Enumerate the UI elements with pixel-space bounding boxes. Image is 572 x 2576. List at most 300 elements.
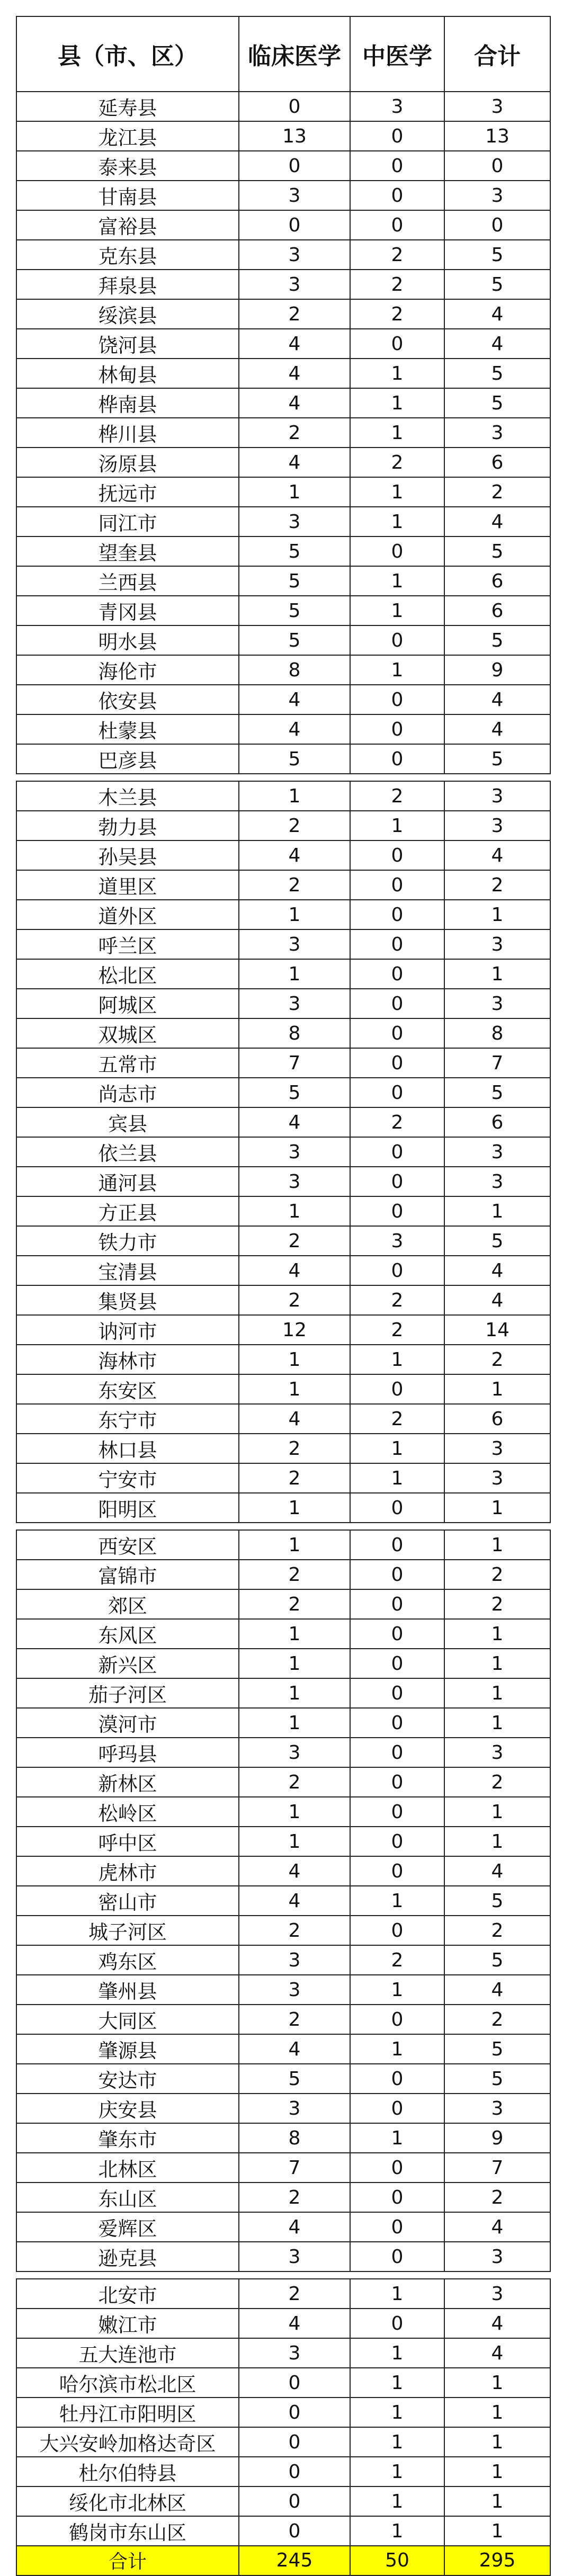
cell-chinese-medicine: 0 <box>350 1619 444 1649</box>
cell-total: 3 <box>444 418 550 448</box>
cell-chinese-medicine: 1 <box>350 2427 444 2457</box>
cell-county: 东山区 <box>16 2183 239 2212</box>
table-row <box>16 1708 550 1738</box>
cell-chinese-medicine: 0 <box>350 744 444 774</box>
cell-total: 2 <box>444 2005 550 2034</box>
cell-county: 大同区 <box>16 2005 239 2034</box>
cell-clinical-medicine: 4 <box>239 2212 350 2242</box>
cell-chinese-medicine: 1 <box>350 359 444 388</box>
cell-county: 汤原县 <box>16 448 239 477</box>
cell-clinical-medicine: 4 <box>239 2034 350 2064</box>
cell-county: 虎林市 <box>16 1856 239 1886</box>
cell-total: 4 <box>444 299 550 329</box>
table-row <box>16 655 550 685</box>
cell-total: 1 <box>444 1649 550 1678</box>
table-row <box>16 1404 550 1434</box>
cell-total: 2 <box>444 1345 550 1374</box>
cell-clinical-medicine: 2 <box>239 418 350 448</box>
table-row <box>16 1256 550 1285</box>
cell-chinese-medicine: 1 <box>350 2486 444 2516</box>
table-row <box>16 181 550 210</box>
cell-clinical-medicine: 5 <box>239 625 350 655</box>
table-row <box>16 2338 550 2368</box>
cell-total: 2 <box>444 1767 550 1797</box>
cell-clinical-medicine: 2 <box>239 1767 350 1797</box>
cell-total: 5 <box>444 1945 550 1975</box>
allocation-table <box>16 16 551 2576</box>
cell-county: 通河县 <box>16 1167 239 1196</box>
cell-clinical-medicine: 0 <box>239 2398 350 2427</box>
cell-chinese-medicine: 2 <box>350 1945 444 1975</box>
cell-total: 0 <box>444 151 550 181</box>
cell-clinical-medicine: 1 <box>239 1619 350 1649</box>
cell-county: 漠河市 <box>16 1708 239 1738</box>
cell-total: 4 <box>444 685 550 714</box>
cell-county: 龙江县 <box>16 121 239 151</box>
table-row <box>16 2486 550 2516</box>
cell-county: 勃力县 <box>16 811 239 840</box>
cell-total: 4 <box>444 2338 550 2368</box>
cell-county: 富锦市 <box>16 1560 239 1589</box>
cell-chinese-medicine: 0 <box>350 1827 444 1856</box>
cell-chinese-medicine: 0 <box>350 181 444 210</box>
cell-clinical-medicine: 4 <box>239 1256 350 1285</box>
data-table-sheet <box>16 16 550 2573</box>
cell-total: 2 <box>444 870 550 900</box>
cell-total: 1 <box>444 959 550 989</box>
cell-chinese-medicine: 0 <box>350 2242 444 2271</box>
cell-chinese-medicine: 0 <box>350 1856 444 1886</box>
cell-chinese-medicine: 0 <box>350 1767 444 1797</box>
cell-clinical-medicine: 3 <box>239 2338 350 2368</box>
table-row <box>16 2309 550 2338</box>
cell-chinese-medicine: 0 <box>350 1078 444 1107</box>
cell-clinical-medicine: 0 <box>239 2368 350 2398</box>
cell-total: 3 <box>444 1167 550 1196</box>
cell-county: 同江市 <box>16 507 239 536</box>
cell-total: 5 <box>444 2034 550 2064</box>
cell-total: 5 <box>444 1226 550 1256</box>
cell-county: 东风区 <box>16 1619 239 1649</box>
cell-clinical-medicine: 4 <box>239 840 350 870</box>
cell-county: 东安区 <box>16 1374 239 1404</box>
table-row <box>16 1560 550 1589</box>
cell-total: 3 <box>444 811 550 840</box>
cell-chinese-medicine: 2 <box>350 1315 444 1345</box>
table-row <box>16 240 550 270</box>
cell-total: 8 <box>444 1018 550 1048</box>
cell-chinese-medicine: 0 <box>350 1560 444 1589</box>
cell-total: 14 <box>444 1315 550 1345</box>
separator-cell <box>16 774 550 781</box>
cell-total: 1 <box>444 2457 550 2486</box>
table-row <box>16 929 550 959</box>
cell-county: 宾县 <box>16 1107 239 1137</box>
cell-clinical-medicine: 1 <box>239 781 350 811</box>
cell-clinical-medicine: 3 <box>239 2094 350 2123</box>
cell-county: 宁安市 <box>16 1463 239 1493</box>
cell-total: 4 <box>444 1256 550 1285</box>
cell-county: 城子河区 <box>16 1916 239 1945</box>
header-chinese-medicine: 中医学 <box>350 16 444 92</box>
table-row <box>16 507 550 536</box>
cell-chinese-medicine: 3 <box>350 1226 444 1256</box>
cell-chinese-medicine: 0 <box>350 1196 444 1226</box>
cell-total: 1 <box>444 2486 550 2516</box>
cell-total: 2 <box>444 2183 550 2212</box>
cell-county: 克东县 <box>16 240 239 270</box>
cell-total: 5 <box>444 240 550 270</box>
cell-chinese-medicine: 0 <box>350 929 444 959</box>
cell-chinese-medicine: 0 <box>350 1256 444 1285</box>
cell-county: 望奎县 <box>16 536 239 566</box>
cell-total: 4 <box>444 329 550 359</box>
cell-county: 青冈县 <box>16 596 239 625</box>
cell-chinese-medicine: 0 <box>350 989 444 1018</box>
table-row <box>16 1434 550 1463</box>
table-row <box>16 714 550 744</box>
cell-total: 3 <box>444 181 550 210</box>
cell-total: 1 <box>444 2368 550 2398</box>
header-clinical-medicine: 临床医学 <box>239 16 350 92</box>
table-row <box>16 2427 550 2457</box>
cell-chinese-medicine: 0 <box>350 870 444 900</box>
table-row <box>16 270 550 299</box>
table-row <box>16 2094 550 2123</box>
cell-county: 新林区 <box>16 1767 239 1797</box>
cell-county: 绥滨县 <box>16 299 239 329</box>
cell-county: 泰来县 <box>16 151 239 181</box>
cell-clinical-medicine: 5 <box>239 566 350 596</box>
cell-clinical-medicine: 3 <box>239 240 350 270</box>
cell-clinical-medicine: 8 <box>239 2123 350 2153</box>
cell-total: 5 <box>444 388 550 418</box>
table-row <box>16 477 550 507</box>
cell-county: 东宁市 <box>16 1404 239 1434</box>
cell-chinese-medicine: 0 <box>350 1374 444 1404</box>
cell-clinical-medicine: 4 <box>239 1107 350 1137</box>
cell-county: 爱辉区 <box>16 2212 239 2242</box>
cell-clinical-medicine: 0 <box>239 2427 350 2457</box>
table-row <box>16 151 550 181</box>
cell-clinical-medicine: 2 <box>239 870 350 900</box>
cell-total: 5 <box>444 1078 550 1107</box>
cell-clinical-medicine: 0 <box>239 2516 350 2546</box>
cell-clinical-medicine: 1 <box>239 1678 350 1708</box>
cell-chinese-medicine: 0 <box>350 714 444 744</box>
table-row <box>16 388 550 418</box>
cell-clinical-medicine: 3 <box>239 1167 350 1196</box>
cell-county: 海伦市 <box>16 655 239 685</box>
cell-total: 13 <box>444 121 550 151</box>
cell-chinese-medicine: 1 <box>350 1345 444 1374</box>
group-separator <box>16 774 550 781</box>
cell-clinical-medicine: 12 <box>239 1315 350 1345</box>
cell-total: 3 <box>444 781 550 811</box>
cell-chinese-medicine: 0 <box>350 625 444 655</box>
cell-clinical-medicine: 1 <box>239 477 350 507</box>
cell-total: 1 <box>444 900 550 929</box>
cell-chinese-medicine: 1 <box>350 418 444 448</box>
cell-total: 4 <box>444 2309 550 2338</box>
cell-county: 鸡东区 <box>16 1945 239 1975</box>
cell-county: 林甸县 <box>16 359 239 388</box>
cell-county: 阳明区 <box>16 1493 239 1523</box>
cell-chinese-medicine: 1 <box>350 811 444 840</box>
cell-county: 杜蒙县 <box>16 714 239 744</box>
cell-clinical-medicine: 3 <box>239 1945 350 1975</box>
cell-county: 阿城区 <box>16 989 239 1018</box>
cell-clinical-medicine: 2 <box>239 1589 350 1619</box>
table-row <box>16 2123 550 2153</box>
cell-chinese-medicine: 0 <box>350 1167 444 1196</box>
cell-total: 4 <box>444 1856 550 1886</box>
cell-chinese-medicine: 0 <box>350 2005 444 2034</box>
cell-county: 肇州县 <box>16 1975 239 2005</box>
cell-total: 5 <box>444 2064 550 2094</box>
cell-clinical-medicine: 13 <box>239 121 350 151</box>
cell-chinese-medicine: 1 <box>350 2368 444 2398</box>
cell-clinical-medicine: 5 <box>239 2064 350 2094</box>
table-row <box>16 448 550 477</box>
table-row <box>16 1196 550 1226</box>
cell-clinical-medicine: 2 <box>239 2279 350 2309</box>
cell-clinical-medicine: 0 <box>239 2486 350 2516</box>
table-row <box>16 811 550 840</box>
cell-total: 6 <box>444 1107 550 1137</box>
cell-county: 呼玛县 <box>16 1738 239 1767</box>
cell-chinese-medicine: 1 <box>350 388 444 418</box>
cell-county: 讷河市 <box>16 1315 239 1345</box>
cell-chinese-medicine: 0 <box>350 2153 444 2183</box>
cell-total: 1 <box>444 1196 550 1226</box>
cell-county: 逊克县 <box>16 2242 239 2271</box>
cell-clinical-medicine: 5 <box>239 596 350 625</box>
cell-total: 6 <box>444 1404 550 1434</box>
cell-clinical-medicine: 1 <box>239 1345 350 1374</box>
cell-total: 3 <box>444 2279 550 2309</box>
cell-total: 4 <box>444 507 550 536</box>
table-row <box>16 1767 550 1797</box>
cell-clinical-medicine: 4 <box>239 2309 350 2338</box>
cell-chinese-medicine: 1 <box>350 2279 444 2309</box>
cell-chinese-medicine: 0 <box>350 1530 444 1560</box>
table-row <box>16 1078 550 1107</box>
cell-clinical-medicine: 4 <box>239 1404 350 1434</box>
cell-chinese-medicine: 0 <box>350 1738 444 1767</box>
cell-total: 2 <box>444 477 550 507</box>
cell-total: 9 <box>444 655 550 685</box>
cell-total: 5 <box>444 270 550 299</box>
cell-total: 1 <box>444 1678 550 1708</box>
cell-chinese-medicine: 0 <box>350 329 444 359</box>
table-row <box>16 1649 550 1678</box>
cell-county: 郊区 <box>16 1589 239 1619</box>
cell-chinese-medicine: 0 <box>350 1649 444 1678</box>
table-row <box>16 900 550 929</box>
table-row <box>16 1493 550 1523</box>
cell-clinical-medicine: 0 <box>239 210 350 240</box>
group-separator <box>16 1523 550 1530</box>
cell-chinese-medicine: 0 <box>350 210 444 240</box>
cell-chinese-medicine: 0 <box>350 900 444 929</box>
cell-county: 西安区 <box>16 1530 239 1560</box>
cell-total: 6 <box>444 448 550 477</box>
cell-chinese-medicine: 2 <box>350 1404 444 1434</box>
cell-total: 4 <box>444 840 550 870</box>
cell-clinical-medicine: 5 <box>239 744 350 774</box>
cell-county: 呼中区 <box>16 1827 239 1856</box>
cell-total: 6 <box>444 596 550 625</box>
cell-clinical-medicine: 3 <box>239 181 350 210</box>
cell-county: 松北区 <box>16 959 239 989</box>
cell-total: 4 <box>444 1975 550 2005</box>
total-label: 合计 <box>16 2546 239 2575</box>
cell-chinese-medicine: 0 <box>350 1589 444 1619</box>
cell-clinical-medicine: 5 <box>239 1078 350 1107</box>
table-row <box>16 329 550 359</box>
table-row <box>16 121 550 151</box>
table-row <box>16 1619 550 1649</box>
table-row <box>16 1137 550 1167</box>
table-row <box>16 1589 550 1619</box>
cell-chinese-medicine: 1 <box>350 1463 444 1493</box>
cell-clinical-medicine: 2 <box>239 1285 350 1315</box>
table-row <box>16 1285 550 1315</box>
cell-chinese-medicine: 0 <box>350 1137 444 1167</box>
cell-county: 富裕县 <box>16 210 239 240</box>
cell-clinical-medicine: 3 <box>239 270 350 299</box>
cell-chinese-medicine: 0 <box>350 840 444 870</box>
cell-chinese-medicine: 0 <box>350 121 444 151</box>
cell-total: 5 <box>444 1886 550 1916</box>
cell-chinese-medicine: 0 <box>350 151 444 181</box>
cell-chinese-medicine: 2 <box>350 781 444 811</box>
cell-clinical-medicine: 2 <box>239 1226 350 1256</box>
cell-clinical-medicine: 0 <box>239 151 350 181</box>
cell-chinese-medicine: 0 <box>350 2212 444 2242</box>
cell-clinical-medicine: 3 <box>239 1975 350 2005</box>
cell-total: 1 <box>444 2427 550 2457</box>
cell-clinical-medicine: 4 <box>239 1886 350 1916</box>
cell-total: 5 <box>444 625 550 655</box>
cell-clinical-medicine: 2 <box>239 2005 350 2034</box>
table-row <box>16 2242 550 2271</box>
cell-county: 桦川县 <box>16 418 239 448</box>
cell-chinese-medicine: 2 <box>350 448 444 477</box>
cell-chinese-medicine: 1 <box>350 2398 444 2427</box>
cell-county: 密山市 <box>16 1886 239 1916</box>
total-clinical-medicine: 245 <box>239 2546 350 2575</box>
cell-county: 哈尔滨市松北区 <box>16 2368 239 2398</box>
cell-county: 抚远市 <box>16 477 239 507</box>
total-row <box>16 2546 550 2575</box>
cell-total: 5 <box>444 744 550 774</box>
cell-county: 肇源县 <box>16 2034 239 2064</box>
header-total: 合计 <box>444 16 550 92</box>
cell-clinical-medicine: 0 <box>239 2457 350 2486</box>
cell-total: 4 <box>444 2212 550 2242</box>
cell-county: 呼兰区 <box>16 929 239 959</box>
total-overall: 295 <box>444 2546 550 2575</box>
cell-county: 海林市 <box>16 1345 239 1374</box>
cell-total: 1 <box>444 2516 550 2546</box>
cell-total: 2 <box>444 1560 550 1589</box>
cell-county: 北安市 <box>16 2279 239 2309</box>
cell-county: 桦南县 <box>16 388 239 418</box>
table-row <box>16 566 550 596</box>
cell-total: 1 <box>444 1493 550 1523</box>
cell-county: 松岭区 <box>16 1797 239 1827</box>
cell-county: 绥化市北林区 <box>16 2486 239 2516</box>
table-row <box>16 2005 550 2034</box>
cell-chinese-medicine: 0 <box>350 2094 444 2123</box>
cell-county: 道外区 <box>16 900 239 929</box>
cell-chinese-medicine: 1 <box>350 566 444 596</box>
table-row <box>16 1827 550 1856</box>
table-row <box>16 744 550 774</box>
total-chinese-medicine: 50 <box>350 2546 444 2575</box>
cell-clinical-medicine: 7 <box>239 1048 350 1078</box>
table-row <box>16 1886 550 1916</box>
cell-total: 3 <box>444 1463 550 1493</box>
table-row <box>16 2034 550 2064</box>
cell-chinese-medicine: 0 <box>350 2183 444 2212</box>
cell-total: 7 <box>444 1048 550 1078</box>
cell-clinical-medicine: 1 <box>239 1708 350 1738</box>
cell-total: 3 <box>444 1434 550 1463</box>
cell-county: 明水县 <box>16 625 239 655</box>
table-row <box>16 1916 550 1945</box>
cell-total: 1 <box>444 2398 550 2427</box>
table-row <box>16 1345 550 1374</box>
cell-chinese-medicine: 1 <box>350 1886 444 1916</box>
table-row <box>16 1945 550 1975</box>
cell-chinese-medicine: 1 <box>350 2338 444 2368</box>
cell-total: 3 <box>444 929 550 959</box>
table-row <box>16 2153 550 2183</box>
cell-total: 9 <box>444 2123 550 2153</box>
cell-chinese-medicine: 1 <box>350 1434 444 1463</box>
cell-clinical-medicine: 5 <box>239 536 350 566</box>
cell-total: 1 <box>444 1619 550 1649</box>
cell-total: 3 <box>444 1137 550 1167</box>
cell-chinese-medicine: 3 <box>350 92 444 121</box>
cell-total: 1 <box>444 1530 550 1560</box>
cell-county: 新兴区 <box>16 1649 239 1678</box>
cell-clinical-medicine: 3 <box>239 1137 350 1167</box>
cell-county: 双城区 <box>16 1018 239 1048</box>
cell-clinical-medicine: 8 <box>239 1018 350 1048</box>
header-row <box>16 16 550 92</box>
cell-county: 甘南县 <box>16 181 239 210</box>
table-row <box>16 989 550 1018</box>
cell-chinese-medicine: 0 <box>350 2064 444 2094</box>
cell-total: 3 <box>444 2242 550 2271</box>
table-row <box>16 1018 550 1048</box>
cell-county: 巴彦县 <box>16 744 239 774</box>
cell-clinical-medicine: 2 <box>239 1463 350 1493</box>
cell-county: 庆安县 <box>16 2094 239 2123</box>
table-row <box>16 1167 550 1196</box>
cell-total: 1 <box>444 1708 550 1738</box>
group-separator <box>16 2271 550 2279</box>
cell-county: 嫩江市 <box>16 2309 239 2338</box>
cell-total: 2 <box>444 1589 550 1619</box>
cell-clinical-medicine: 4 <box>239 359 350 388</box>
cell-chinese-medicine: 1 <box>350 2457 444 2486</box>
table-row <box>16 1975 550 2005</box>
